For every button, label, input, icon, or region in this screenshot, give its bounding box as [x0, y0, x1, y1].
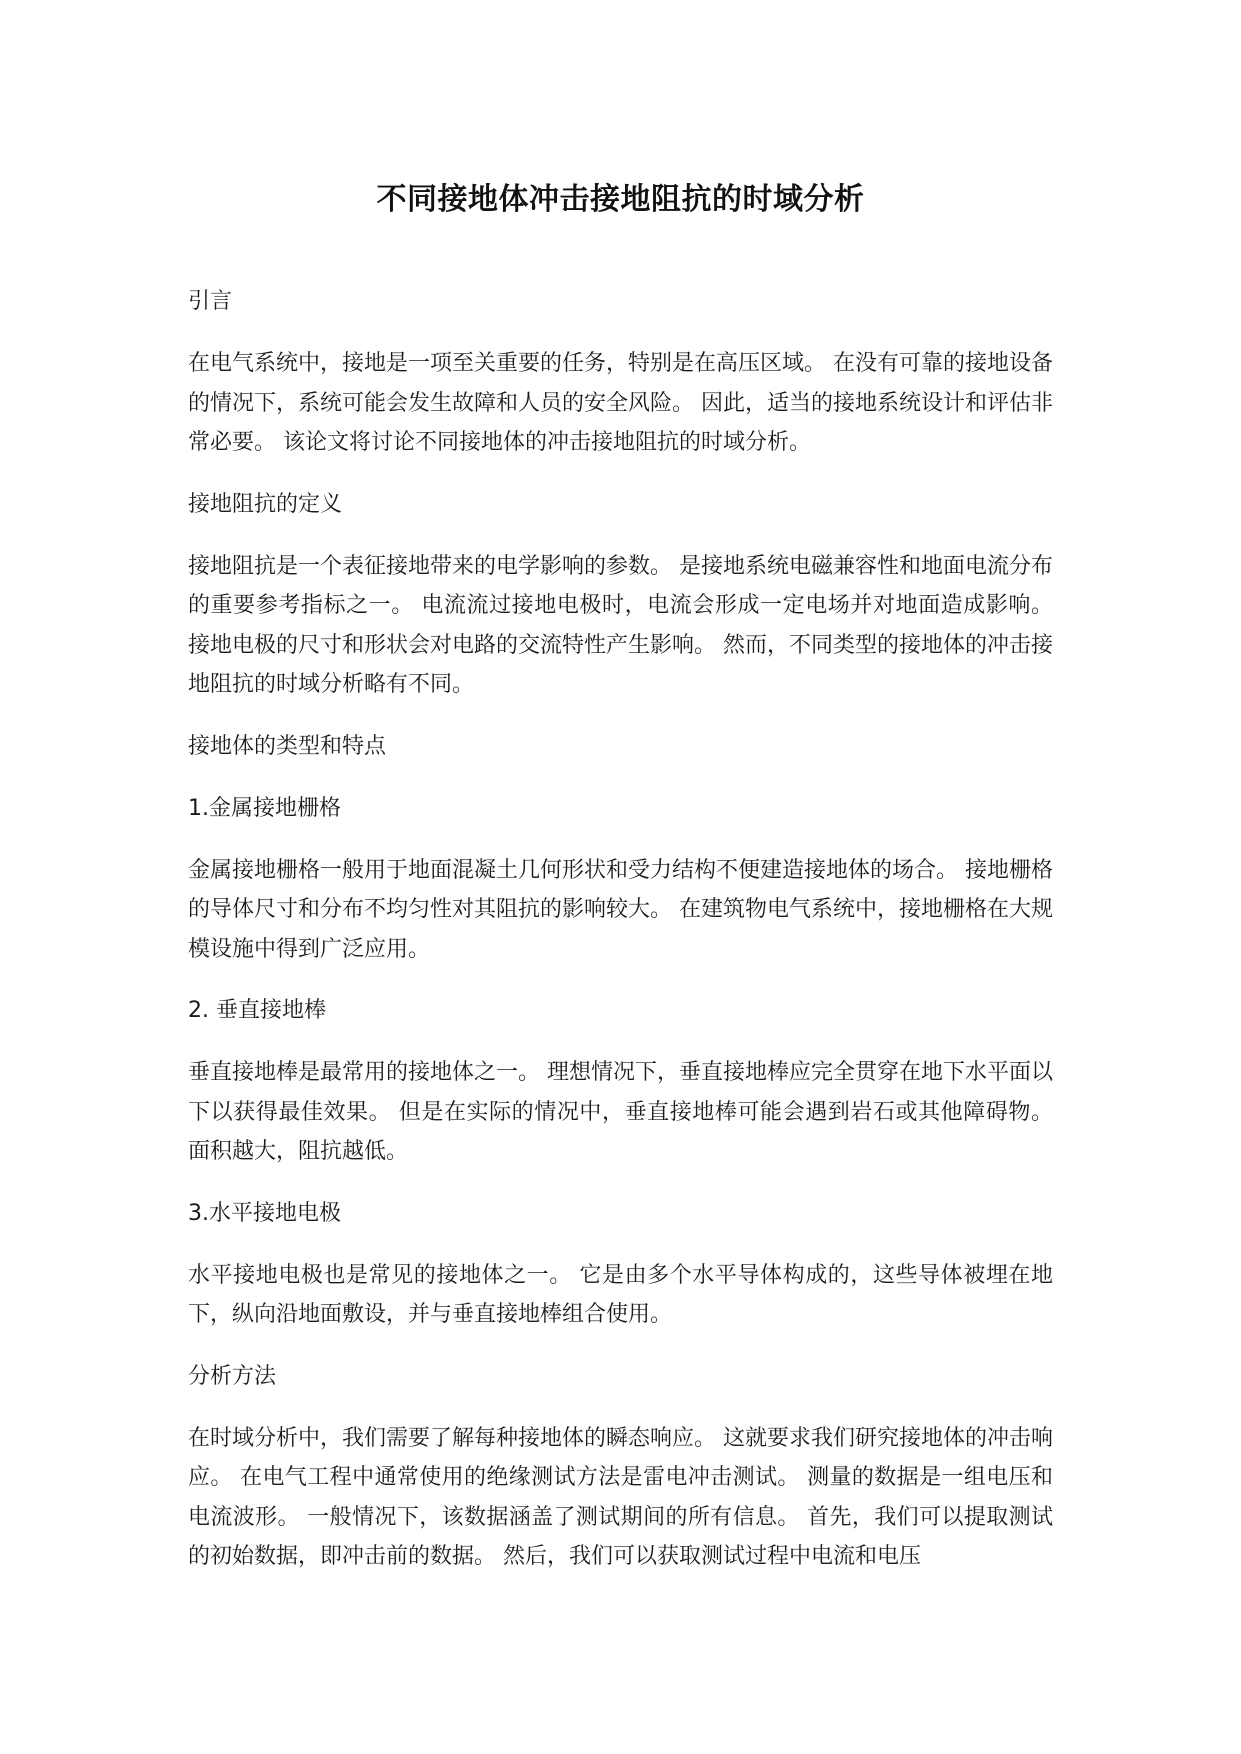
- heading-vertical-rod: 2. 垂直接地棒: [188, 998, 326, 1023]
- heading-types: 接地体的类型和特点: [188, 733, 387, 759]
- heading-method: 分析方法: [188, 1363, 277, 1389]
- paragraph-introduction: 在电气系统中，接地是一项至关重要的任务，特别是在高压区域。 在没有可靠的接地设备的情况下，系统可能会发生故障和人员的安全风险。 因此，适当的接地系统设计和评估非常必要。 该论文将讨论不同接地体的冲击接地阻抗的时域分析。: [188, 351, 1053, 455]
- paragraph-vertical-rod: 垂直接地棒是最常用的接地体之一。 理想情况下，垂直接地棒应完全贯穿在地下水平面以下以获得最佳效果。 但是在实际的情况中，垂直接地棒可能会遇到岩石或其他障碍物。 面积越大，阻抗越低。: [188, 1060, 1053, 1164]
- heading-definition: 接地阻抗的定义: [188, 491, 343, 517]
- document-title: 不同接地体冲击接地阻抗的时域分析: [376, 182, 865, 217]
- paragraph-method: 在时域分析中，我们需要了解每种接地体的瞬态响应。 这就要求我们研究接地体的冲击响应。 在电气工程中通常使用的绝缘测试方法是雷电冲击测试。 测量的数据是一组电压和电流波形。 一般情况下，该数据涵盖了测试期间的所有信息。 首先，我们可以提取测试的初始数据，即冲击前的数据。 然后，我们可以获取测试过程中电流和电压: [188, 1425, 1053, 1569]
- heading-horizontal-electrode: 3.水平接地电极: [188, 1200, 341, 1226]
- paragraph-definition: 接地阻抗是一个表征接地带来的电学影响的参数。 是接地系统电磁兼容性和地面电流分布的重要参考指标之一。 电流流过接地电极时，电流会形成一定电场并对地面造成影响。 接地电极的尺寸和形状会对电路的交流特性产生影响。 然而，不同类型的接地体的冲击接地阻抗的时域分析略有不同。: [188, 553, 1053, 697]
- paragraph-horizontal-electrode: 水平接地电极也是常见的接地体之一。 它是由多个水平导体构成的，这些导体被埋在地下，纵向沿地面敷设，并与垂直接地棒组合使用。: [188, 1262, 1053, 1327]
- document-body: [188, 282, 1053, 1599]
- heading-introduction: 引言: [188, 289, 233, 314]
- heading-metal-grid: 1.金属接地栅格: [188, 795, 341, 821]
- paragraph-metal-grid: 金属接地栅格一般用于地面混凝土几何形状和受力结构不便建造接地体的场合。 接地栅格的导体尺寸和分布不均匀性对其阻抗的影响较大。 在建筑物电气系统中，接地栅格在大规模设施中得到广泛应用。: [188, 857, 1053, 962]
